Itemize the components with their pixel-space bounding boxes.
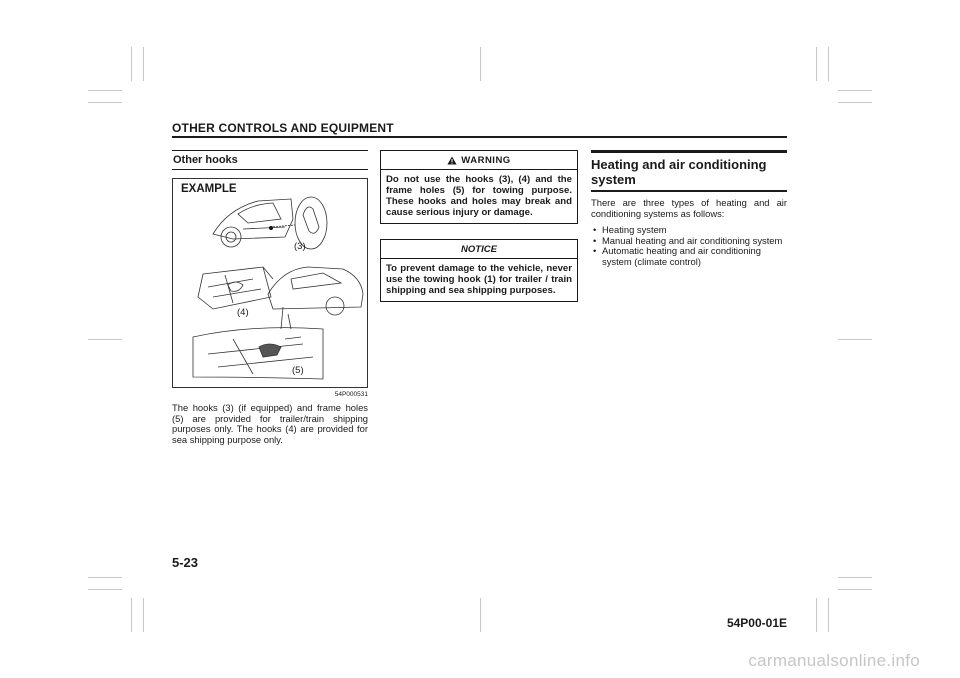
left-column xyxy=(172,150,368,445)
crop-mark xyxy=(131,598,132,632)
list-item: • Heating system xyxy=(591,225,787,236)
hooks-description: The hooks (3) (if equipped) and frame holes (5) are provided for trailer/train shipping purposes only. The hooks (4) are provided for sea shipping purpose only. xyxy=(172,402,368,445)
callout-4: (4) xyxy=(237,307,249,318)
crop-mark xyxy=(480,598,481,632)
crop-mark xyxy=(838,589,872,590)
crop-mark xyxy=(480,47,481,81)
heating-heading: Heating and air conditioning system xyxy=(591,150,787,192)
heating-types-list xyxy=(591,225,787,267)
header-rule xyxy=(172,136,787,138)
crop-mark xyxy=(828,47,829,81)
right-column xyxy=(591,150,787,268)
other-hooks-heading: Other hooks xyxy=(172,150,368,170)
crop-mark xyxy=(838,102,872,103)
notice-text: To prevent damage to the vehicle, never use the towing hook (1) for trailer / train shipping and sea shipping purposes. xyxy=(386,263,572,296)
crop-mark xyxy=(88,102,122,103)
example-label: EXAMPLE xyxy=(181,183,237,195)
list-item: • Manual heating and air conditioning system xyxy=(591,236,787,247)
crop-mark xyxy=(838,339,872,340)
crop-mark xyxy=(88,90,122,91)
warning-text: Do not use the hooks (3), (4) and the frame holes (5) for towing purpose. These hooks and holes may break and cause serious injury or damage. xyxy=(386,174,572,218)
crop-mark xyxy=(816,47,817,81)
warning-triangle-icon xyxy=(447,156,457,165)
crop-mark xyxy=(143,47,144,81)
warning-title: WARNING xyxy=(461,155,511,166)
notice-box xyxy=(380,239,578,302)
middle-column xyxy=(380,150,578,302)
heating-intro: There are three types of heating and air conditioning systems as follows: xyxy=(591,197,787,219)
page-number: 5-23 xyxy=(172,555,199,570)
crop-mark xyxy=(143,598,144,632)
hooks-figure xyxy=(172,178,368,388)
crop-mark xyxy=(88,577,122,578)
crop-mark xyxy=(88,339,122,340)
notice-title: NOTICE xyxy=(381,240,577,259)
crop-mark xyxy=(816,598,817,632)
crop-mark xyxy=(838,90,872,91)
crop-mark xyxy=(838,577,872,578)
crop-mark xyxy=(828,598,829,632)
warning-box xyxy=(380,150,578,224)
section-title: OTHER CONTROLS AND EQUIPMENT xyxy=(172,121,394,135)
document-code: 54P00-01E xyxy=(726,616,787,630)
crop-mark xyxy=(88,589,122,590)
list-item: • Automatic heating and air conditioning system (climate control) xyxy=(591,246,787,267)
warning-title-bar xyxy=(381,151,577,170)
watermark: carmanualsonline.info xyxy=(748,651,920,670)
crop-mark xyxy=(131,47,132,81)
callout-5: (5) xyxy=(292,365,304,376)
callout-3: (3) xyxy=(294,241,306,252)
figure-code: 54P000531 xyxy=(334,391,368,398)
hooks-illustration xyxy=(173,179,367,387)
